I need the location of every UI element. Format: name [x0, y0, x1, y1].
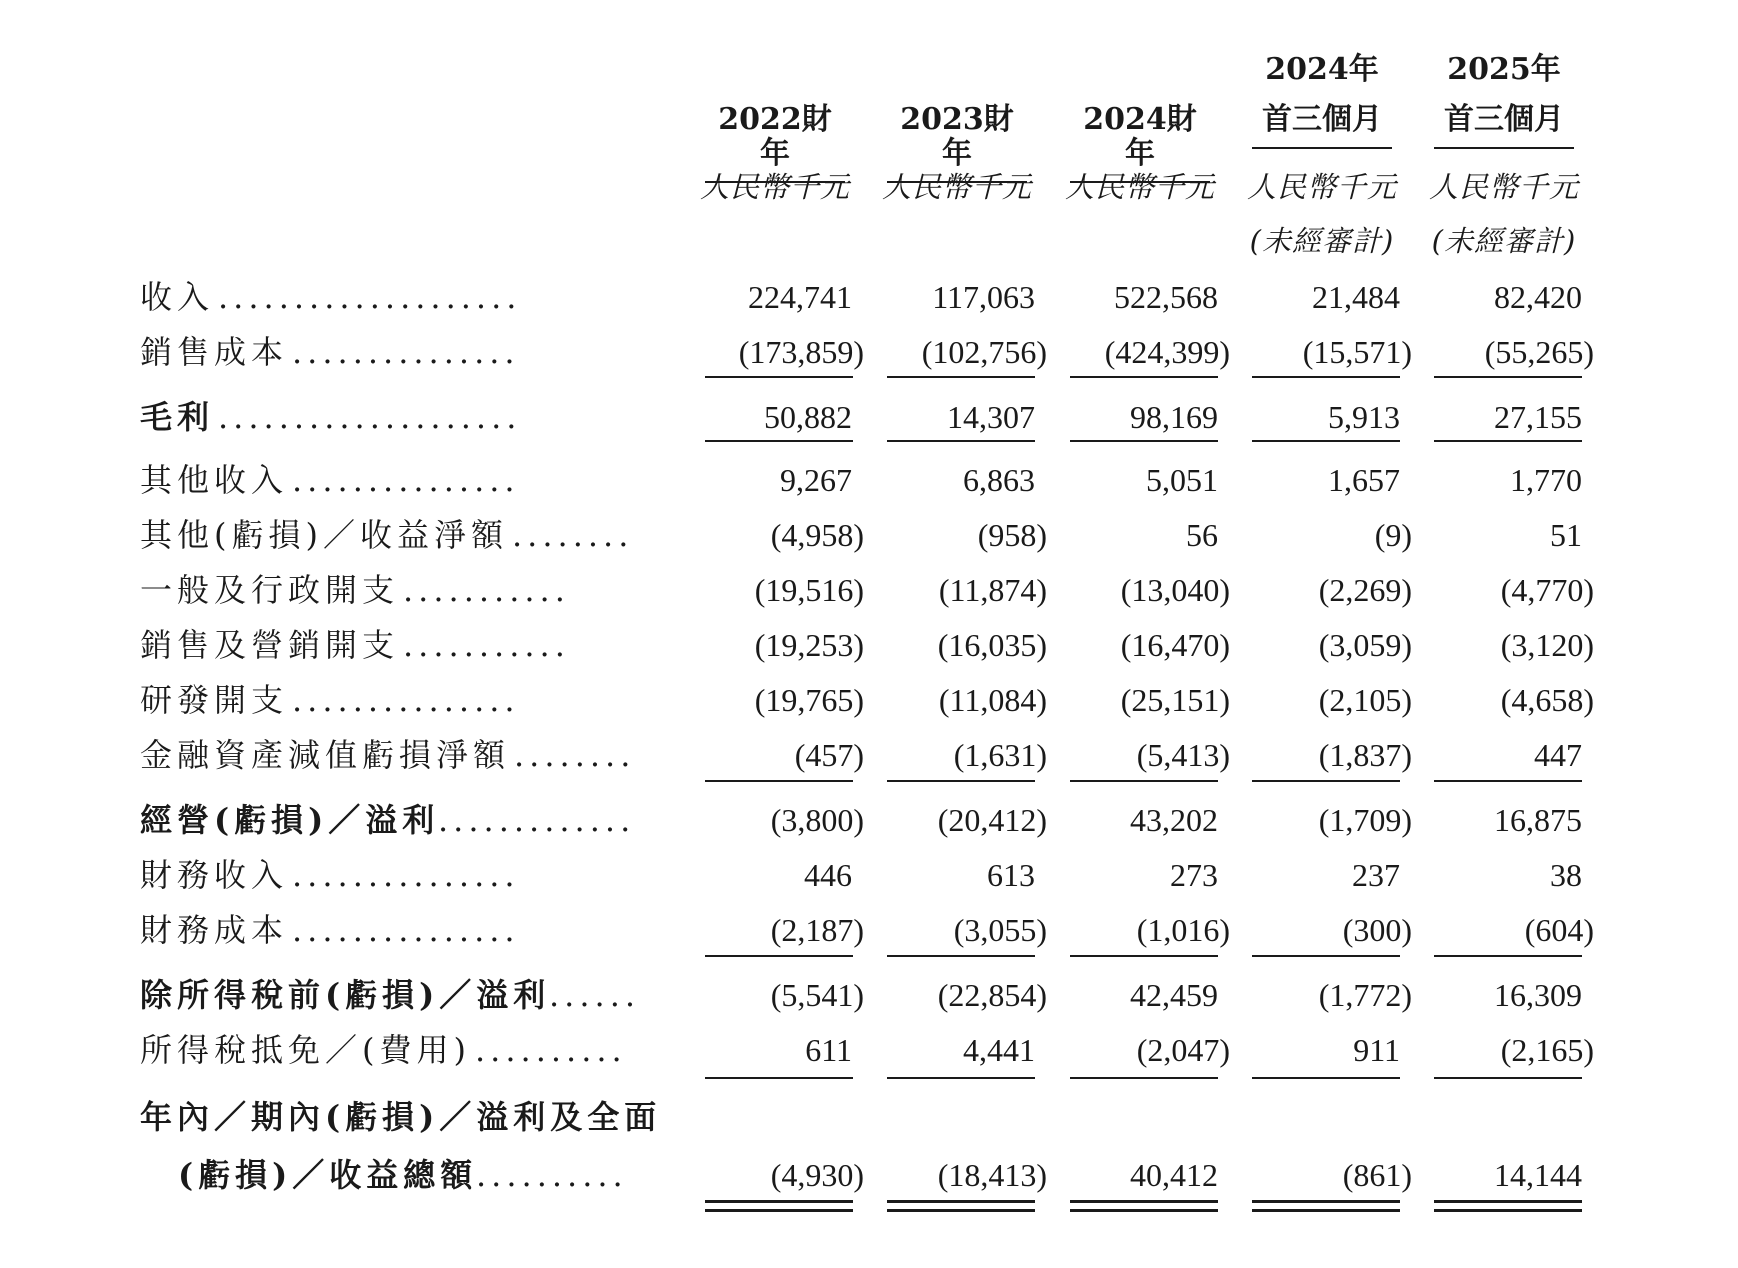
subtotal-rule	[1434, 440, 1582, 442]
statement-row	[0, 1148, 1738, 1202]
statement-row	[0, 1090, 1738, 1144]
statement-row	[0, 563, 1738, 617]
row-value: 43,202	[1130, 802, 1218, 838]
row-value: 273	[1170, 857, 1218, 893]
row-value: 5,051	[1146, 462, 1218, 498]
row-value: (22,854)	[937, 977, 1047, 1013]
row-value: (55,265)	[1484, 334, 1594, 370]
row-value: (25,151)	[1120, 682, 1230, 718]
statement-row	[0, 728, 1738, 782]
row-value: 611	[805, 1032, 852, 1068]
row-value: 4,441	[963, 1032, 1035, 1068]
leader-dots: ....................	[218, 278, 522, 316]
statement-row	[0, 1023, 1738, 1077]
row-label: 銷售及營銷開支	[140, 626, 400, 664]
row-value: 50,882	[764, 399, 852, 435]
row-value: 9,267	[780, 462, 852, 498]
row-value: 40,412	[1130, 1157, 1218, 1193]
row-value: (861)	[1342, 1157, 1412, 1193]
statement-row	[0, 673, 1738, 727]
column-unit: 人民幣千元	[1246, 170, 1397, 204]
subtotal-rule	[1434, 780, 1582, 782]
row-value: (3,055)	[953, 912, 1047, 948]
row-value: 27,155	[1494, 399, 1582, 435]
row-value: 6,863	[963, 462, 1035, 498]
total-double-rule	[1070, 1200, 1218, 1212]
row-label: 年內／期內(虧損)／溢利及全面	[140, 1098, 662, 1136]
row-label: 一般及行政開支	[140, 571, 400, 609]
leader-dots: ..........	[476, 1156, 628, 1194]
leader-dots: ....................	[218, 398, 522, 436]
subtotal-rule	[705, 780, 853, 782]
row-label: 財務收入	[140, 856, 289, 894]
leader-dots: ...............	[292, 911, 520, 949]
row-label: 所得稅抵免／(費用)	[140, 1031, 471, 1069]
column-year: 2025年	[1447, 52, 1561, 87]
subtotal-rule	[1252, 376, 1400, 378]
column-title: 首三個月	[1434, 103, 1574, 149]
subtotal-rule	[705, 376, 853, 378]
subtotal-rule	[1070, 955, 1218, 957]
column-unit: 人民幣千元	[881, 170, 1032, 204]
row-value: 98,169	[1130, 399, 1218, 435]
row-label: 除所得稅前(虧損)／溢利	[140, 976, 551, 1014]
subtotal-rule	[705, 955, 853, 957]
statement-row	[0, 270, 1738, 324]
leader-dots: ...............	[292, 461, 520, 499]
subtotal-rule	[1252, 955, 1400, 957]
row-value: 117,063	[932, 279, 1035, 315]
column-title: 2022財年	[705, 103, 845, 183]
row-label: 財務成本	[140, 911, 289, 949]
subtotal-rule	[1252, 440, 1400, 442]
row-value: 14,307	[947, 399, 1035, 435]
row-value: 446	[804, 857, 852, 893]
row-value: 38	[1550, 857, 1582, 893]
row-label: 其他收入	[140, 461, 289, 499]
subtotal-rule	[1434, 376, 1582, 378]
leader-dots: .............	[438, 801, 636, 839]
row-value: 82,420	[1494, 279, 1582, 315]
row-value: 224,741	[748, 279, 852, 315]
row-value: (1,772)	[1318, 977, 1412, 1013]
column-title: 2023財年	[887, 103, 1027, 183]
row-value: (2,269)	[1318, 572, 1412, 608]
statement-row	[0, 390, 1738, 444]
row-value: (102,756)	[921, 334, 1047, 370]
row-value: (11,084)	[938, 682, 1047, 718]
subtotal-rule	[1070, 1077, 1218, 1079]
row-value: (300)	[1342, 912, 1412, 948]
row-value: 56	[1186, 517, 1218, 553]
statement-row	[0, 793, 1738, 847]
row-value: (11,874)	[938, 572, 1047, 608]
row-value: (424,399)	[1104, 334, 1230, 370]
total-double-rule	[1434, 1200, 1582, 1212]
subtotal-rule	[1252, 780, 1400, 782]
row-value: (4,770)	[1500, 572, 1594, 608]
row-value: (1,837)	[1318, 737, 1412, 773]
subtotal-rule	[705, 1077, 853, 1079]
row-value: (3,800)	[770, 802, 864, 838]
row-label: 其他(虧損)／收益淨額	[140, 516, 508, 554]
statement-row	[0, 968, 1738, 1022]
row-label: 毛利	[140, 398, 215, 436]
row-value: (4,658)	[1500, 682, 1594, 718]
statement-row	[0, 848, 1738, 902]
column-unit: 人民幣千元	[1064, 170, 1215, 204]
statement-row	[0, 453, 1738, 507]
row-value: (2,187)	[770, 912, 864, 948]
leader-dots: ...............	[292, 681, 520, 719]
leader-dots: ...........	[403, 626, 570, 664]
row-value: (1,709)	[1318, 802, 1412, 838]
row-value: 911	[1353, 1032, 1400, 1068]
subtotal-rule	[705, 440, 853, 442]
subtotal-rule	[887, 955, 1035, 957]
subtotal-rule	[887, 1077, 1035, 1079]
row-value: (16,035)	[937, 627, 1047, 663]
column-title: 2024財年	[1070, 103, 1210, 183]
subtotal-rule	[887, 780, 1035, 782]
row-value: (13,040)	[1120, 572, 1230, 608]
subtotal-rule	[1434, 955, 1582, 957]
row-value: (5,413)	[1136, 737, 1230, 773]
row-value: 237	[1352, 857, 1400, 893]
subtotal-rule	[887, 376, 1035, 378]
row-value: (20,412)	[937, 802, 1047, 838]
row-value: 447	[1534, 737, 1582, 773]
row-label: 金融資產減值虧損淨額	[140, 736, 511, 774]
leader-dots: ...............	[292, 856, 520, 894]
row-value: (5,541)	[770, 977, 864, 1013]
row-label: 收入	[140, 278, 215, 316]
row-value: 42,459	[1130, 977, 1218, 1013]
subtotal-rule	[1070, 780, 1218, 782]
row-label: 研發開支	[140, 681, 289, 719]
row-value: (2,165)	[1500, 1032, 1594, 1068]
leader-dots: ...........	[403, 571, 570, 609]
row-label: 經營(虧損)／溢利	[140, 801, 440, 839]
row-value: 5,913	[1328, 399, 1400, 435]
row-value: 522,568	[1114, 279, 1218, 315]
subtotal-rule	[1434, 1077, 1582, 1079]
statement-row	[0, 508, 1738, 562]
row-value: 14,144	[1494, 1157, 1582, 1193]
column-audit-note: (未經審計)	[1249, 224, 1395, 258]
row-value: (9)	[1374, 517, 1412, 553]
subtotal-rule	[1070, 440, 1218, 442]
total-double-rule	[1252, 1200, 1400, 1212]
row-value: 21,484	[1312, 279, 1400, 315]
row-value: (958)	[977, 517, 1047, 553]
row-value: 1,657	[1328, 462, 1400, 498]
subtotal-rule	[1070, 376, 1218, 378]
row-value: 16,309	[1494, 977, 1582, 1013]
column-unit: 人民幣千元	[1428, 170, 1579, 204]
total-double-rule	[887, 1200, 1035, 1212]
row-value: (457)	[794, 737, 864, 773]
row-value: (18,413)	[937, 1157, 1047, 1193]
row-value: 1,770	[1510, 462, 1582, 498]
row-value: (4,930)	[770, 1157, 864, 1193]
column-year: 2024年	[1265, 52, 1379, 87]
leader-dots: ..........	[475, 1031, 627, 1069]
statement-row	[0, 618, 1738, 672]
row-value: 613	[987, 857, 1035, 893]
leader-dots: ...............	[292, 333, 520, 371]
row-value: (4,958)	[770, 517, 864, 553]
row-value: (16,470)	[1120, 627, 1230, 663]
leader-dots: ......	[549, 976, 641, 1014]
statement-row	[0, 325, 1738, 379]
row-value: (19,516)	[754, 572, 864, 608]
row-value: (2,047)	[1136, 1032, 1230, 1068]
row-label: (虧損)／收益總額	[178, 1156, 478, 1194]
subtotal-rule	[887, 440, 1035, 442]
leader-dots: ........	[512, 516, 634, 554]
row-value: (15,571)	[1302, 334, 1412, 370]
column-audit-note: (未經審計)	[1431, 224, 1577, 258]
row-value: (3,120)	[1500, 627, 1594, 663]
column-unit: 人民幣千元	[699, 170, 850, 204]
leader-dots: ........	[514, 736, 636, 774]
row-value: (2,105)	[1318, 682, 1412, 718]
row-value: (19,765)	[754, 682, 864, 718]
statement-row	[0, 903, 1738, 957]
row-value: (173,859)	[738, 334, 864, 370]
row-value: (3,059)	[1318, 627, 1412, 663]
row-value: (19,253)	[754, 627, 864, 663]
column-title: 首三個月	[1252, 103, 1392, 149]
row-value: 16,875	[1494, 802, 1582, 838]
subtotal-rule	[1252, 1077, 1400, 1079]
row-label: 銷售成本	[140, 333, 289, 371]
row-value: 51	[1550, 517, 1582, 553]
total-double-rule	[705, 1200, 853, 1212]
row-value: (1,016)	[1136, 912, 1230, 948]
row-value: (1,631)	[953, 737, 1047, 773]
row-value: (604)	[1524, 912, 1594, 948]
